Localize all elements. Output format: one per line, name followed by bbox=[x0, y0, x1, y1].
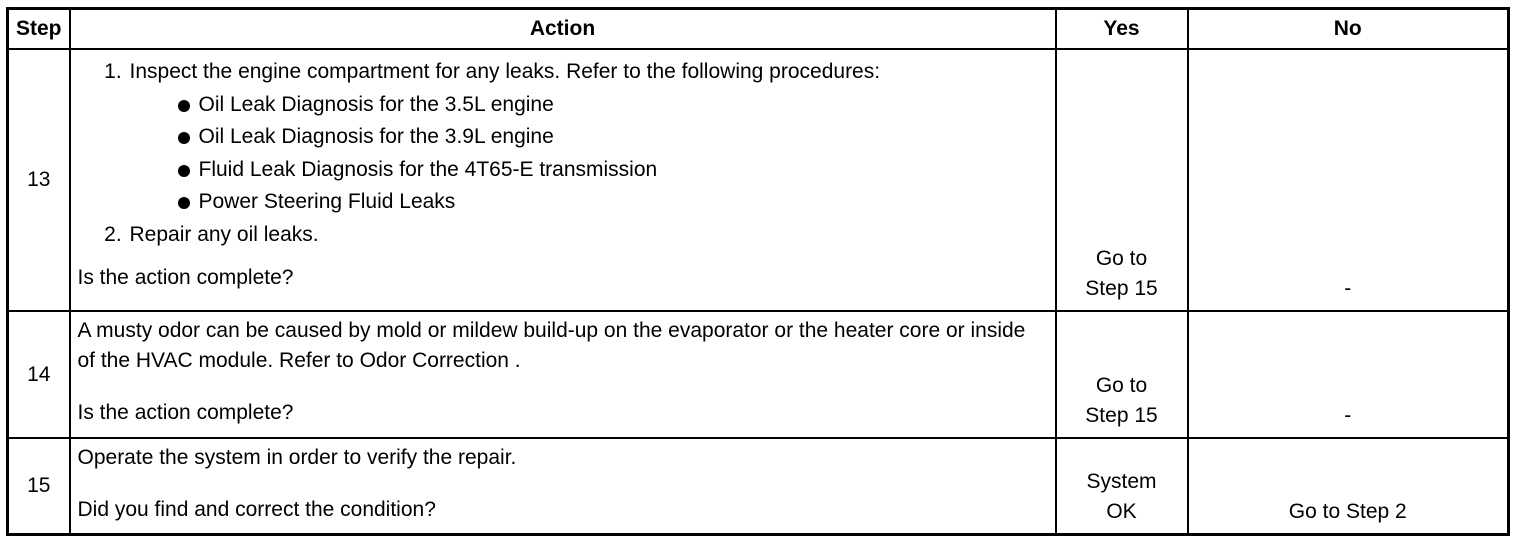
procedure-item-text: Inspect the engine compartment for any leaks. Refer to the following procedures: bbox=[129, 60, 881, 83]
yes-line: OK bbox=[1106, 499, 1137, 523]
yes-line: Go to bbox=[1095, 374, 1148, 397]
step-number: 15 bbox=[8, 438, 70, 534]
table-row bbox=[8, 49, 1509, 311]
action-text: A musty odor can be caused by mold or mildew build-up on the evaporator or the heater core or inside of the HVAC module. Refer to Odor Correction . bbox=[77, 319, 1026, 372]
step-number: 14 bbox=[8, 311, 70, 438]
yes-line: Go to bbox=[1095, 247, 1148, 270]
no-cell: Go to Step 2 bbox=[1188, 438, 1509, 534]
bullet-item: Oil Leak Diagnosis for the 3.5L engine bbox=[178, 89, 1049, 122]
action-cell bbox=[70, 49, 1056, 311]
header-no: No bbox=[1188, 9, 1509, 50]
action-text: Operate the system in order to verify the repair. bbox=[77, 446, 517, 469]
yes-cell bbox=[1056, 311, 1188, 438]
procedure-item-text: Repair any oil leaks. bbox=[129, 222, 319, 246]
bullet-item: Oil Leak Diagnosis for the 3.9L engine bbox=[178, 121, 1049, 154]
step-number: 13 bbox=[8, 49, 70, 311]
question-text: Is the action complete? bbox=[77, 401, 294, 424]
bullet-item: Power Steering Fluid Leaks bbox=[178, 186, 1049, 219]
header-step: Step bbox=[8, 9, 70, 50]
action-cell bbox=[70, 438, 1056, 534]
table-row bbox=[8, 438, 1509, 534]
header-action: Action bbox=[70, 9, 1056, 50]
question-text: Is the action complete? bbox=[77, 266, 294, 289]
action-cell bbox=[70, 311, 1056, 438]
procedure-item bbox=[128, 56, 1049, 219]
procedure-item bbox=[128, 219, 1049, 252]
yes-line: Step 15 bbox=[1085, 404, 1158, 427]
procedure-bullets bbox=[130, 89, 1049, 219]
question-text: Did you find and correct the condition? bbox=[77, 498, 436, 521]
table-row bbox=[8, 311, 1509, 438]
yes-cell bbox=[1056, 438, 1188, 534]
yes-cell bbox=[1056, 49, 1188, 311]
header-yes: Yes bbox=[1056, 9, 1188, 50]
diagnostic-table bbox=[6, 7, 1510, 536]
yes-line: System bbox=[1086, 469, 1157, 493]
no-cell: - bbox=[1188, 311, 1509, 438]
bullet-item: Fluid Leak Diagnosis for the 4T65-E transmission bbox=[178, 154, 1049, 187]
yes-line: Step 15 bbox=[1085, 277, 1158, 300]
header-row bbox=[8, 9, 1509, 50]
no-cell: - bbox=[1188, 49, 1509, 311]
procedure-list bbox=[78, 56, 1049, 251]
